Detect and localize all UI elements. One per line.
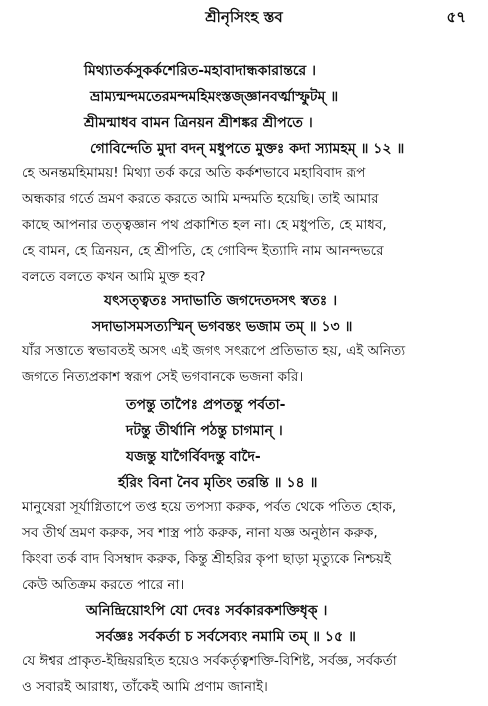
verse-13-line-2: সদাভাসমসত্যস্মিন্ ভগবন্তং ভজাম তম্ ॥ ১৩ ॥ [92,319,353,335]
verse-14-line-2: দটন্তু তীর্থানি পঠন্তু চাগমান্ । [126,423,283,439]
translation-13-line-1: যাঁর সত্তাতে স্বভাবতই অসৎ এই জগৎ সৎরূপে প্রতিভাত হয়, এই অনিত্য [22,343,406,359]
translation-12-line-1: হে অনন্তমহিমাময়! মিথ্যা তর্ক করে অতি কর্কশভাবে মহাবিবাদ রূপ [22,165,366,181]
verse-15-line-2: সর্বজ্ঞঃ সর্বকর্তা চ সর্বসেব্যং নমামি তম্ ॥ ১৫ ॥ [96,629,356,645]
translation-14-line-4: কেউ অতিক্রম করতে পারে না। [22,577,185,593]
verse-15-line-1: অনিন্দ্রিয়োঽপি যো দেবঃ সর্বকারকশক্তিধৃক্ । [86,603,328,619]
verse-12-line-1: মিথ্যাতর্কসুকর্কশেরিত-মহাবাদান্ধকারান্তরে । [84,63,317,79]
page-number: ৫৭ [446,8,466,26]
translation-13-line-2: জগতে নিত্যপ্রকাশ স্বরূপ সেই ভগবানকে ভজনা করি। [22,369,304,385]
translation-14-line-1: মানুষেরা সূর্যাগ্নিতাপে তপ্ত হয়ে তপস্যা করুক, পর্বত থেকে পতিত হোক, [22,499,397,515]
translation-14-line-3: কিংবা তর্ক বাদ বিসম্বাদ করুক, কিন্তু শ্রীহরির কৃপা ছাড়া মৃত্যুকে নিশ্চয়ই [22,551,391,567]
verse-12-line-3: শ্রীমন্মাধব বামন ত্রিনয়ন শ্রীশঙ্কর শ্রীপতে । [84,115,313,131]
translation-12-line-4: হে বামন, হে ত্রিনয়ন, হে শ্রীপতি, হে গোবিন্দ ইত্যাদি নাম আনন্দভরে [22,243,384,259]
verse-13-line-1: যৎসত্ত্বতঃ সদাভাতি জগদেতদসৎ স্বতঃ । [104,293,338,309]
running-header-title: শ্রীনৃসিংহ স্তব [205,8,283,26]
translation-15-line-2: ও সবারই আরাধ্য, তাঁকেই আমি প্রণাম জানাই। [22,679,268,695]
verse-12-line-4: গোবিন্দেতি মুদা বদন্ মধুপতে মুক্তঃ কদা স্যামহম্ ॥ ১২ ॥ [90,141,405,157]
translation-12-line-3: কাছে আপনার তত্ত্বজ্ঞান পথ প্রকাশিত হল না। হে মধুপতি, হে মাধব, [22,217,387,233]
translation-12-line-2: অন্ধকার গর্তে ভ্রমণ করতে করতে আমি মন্দমতি হয়েছি। তাই আমার [22,191,379,207]
translation-15-line-1: যে ঈশ্বর প্রাকৃত-ইন্দ্রিয়রহিত হয়েও সর্বকর্তৃত্বশক্তি-বিশিষ্ট, সর্বজ্ঞ, সর্বকর্তা [22,653,397,669]
translation-14-line-2: সব তীর্থ ভ্রমণ করুক, সব শাস্ত্র পাঠ করুক, নানা যজ্ঞ অনুষ্ঠান করুক, [22,525,378,541]
verse-12-line-2: ভ্রাম্যন্মন্দমতেরমন্দমহিমংস্তজ্জ্ঞানবর্ত্মাস্ফুটম্ ॥ [90,89,339,105]
verse-14-line-1: তপন্তু তাপৈঃ প্রপতন্তু পর্বতা- [126,397,286,413]
translation-12-line-5: বলতে বলতে কখন আমি মুক্ত হব? [22,269,206,285]
verse-14-line-4: র্হরিং বিনা নৈব মৃতিং তরন্তি ॥ ১৪ ॥ [118,475,318,491]
verse-14-line-3: যজন্তু যাগৈর্বিবদন্তু বাদৈ- [126,449,261,465]
